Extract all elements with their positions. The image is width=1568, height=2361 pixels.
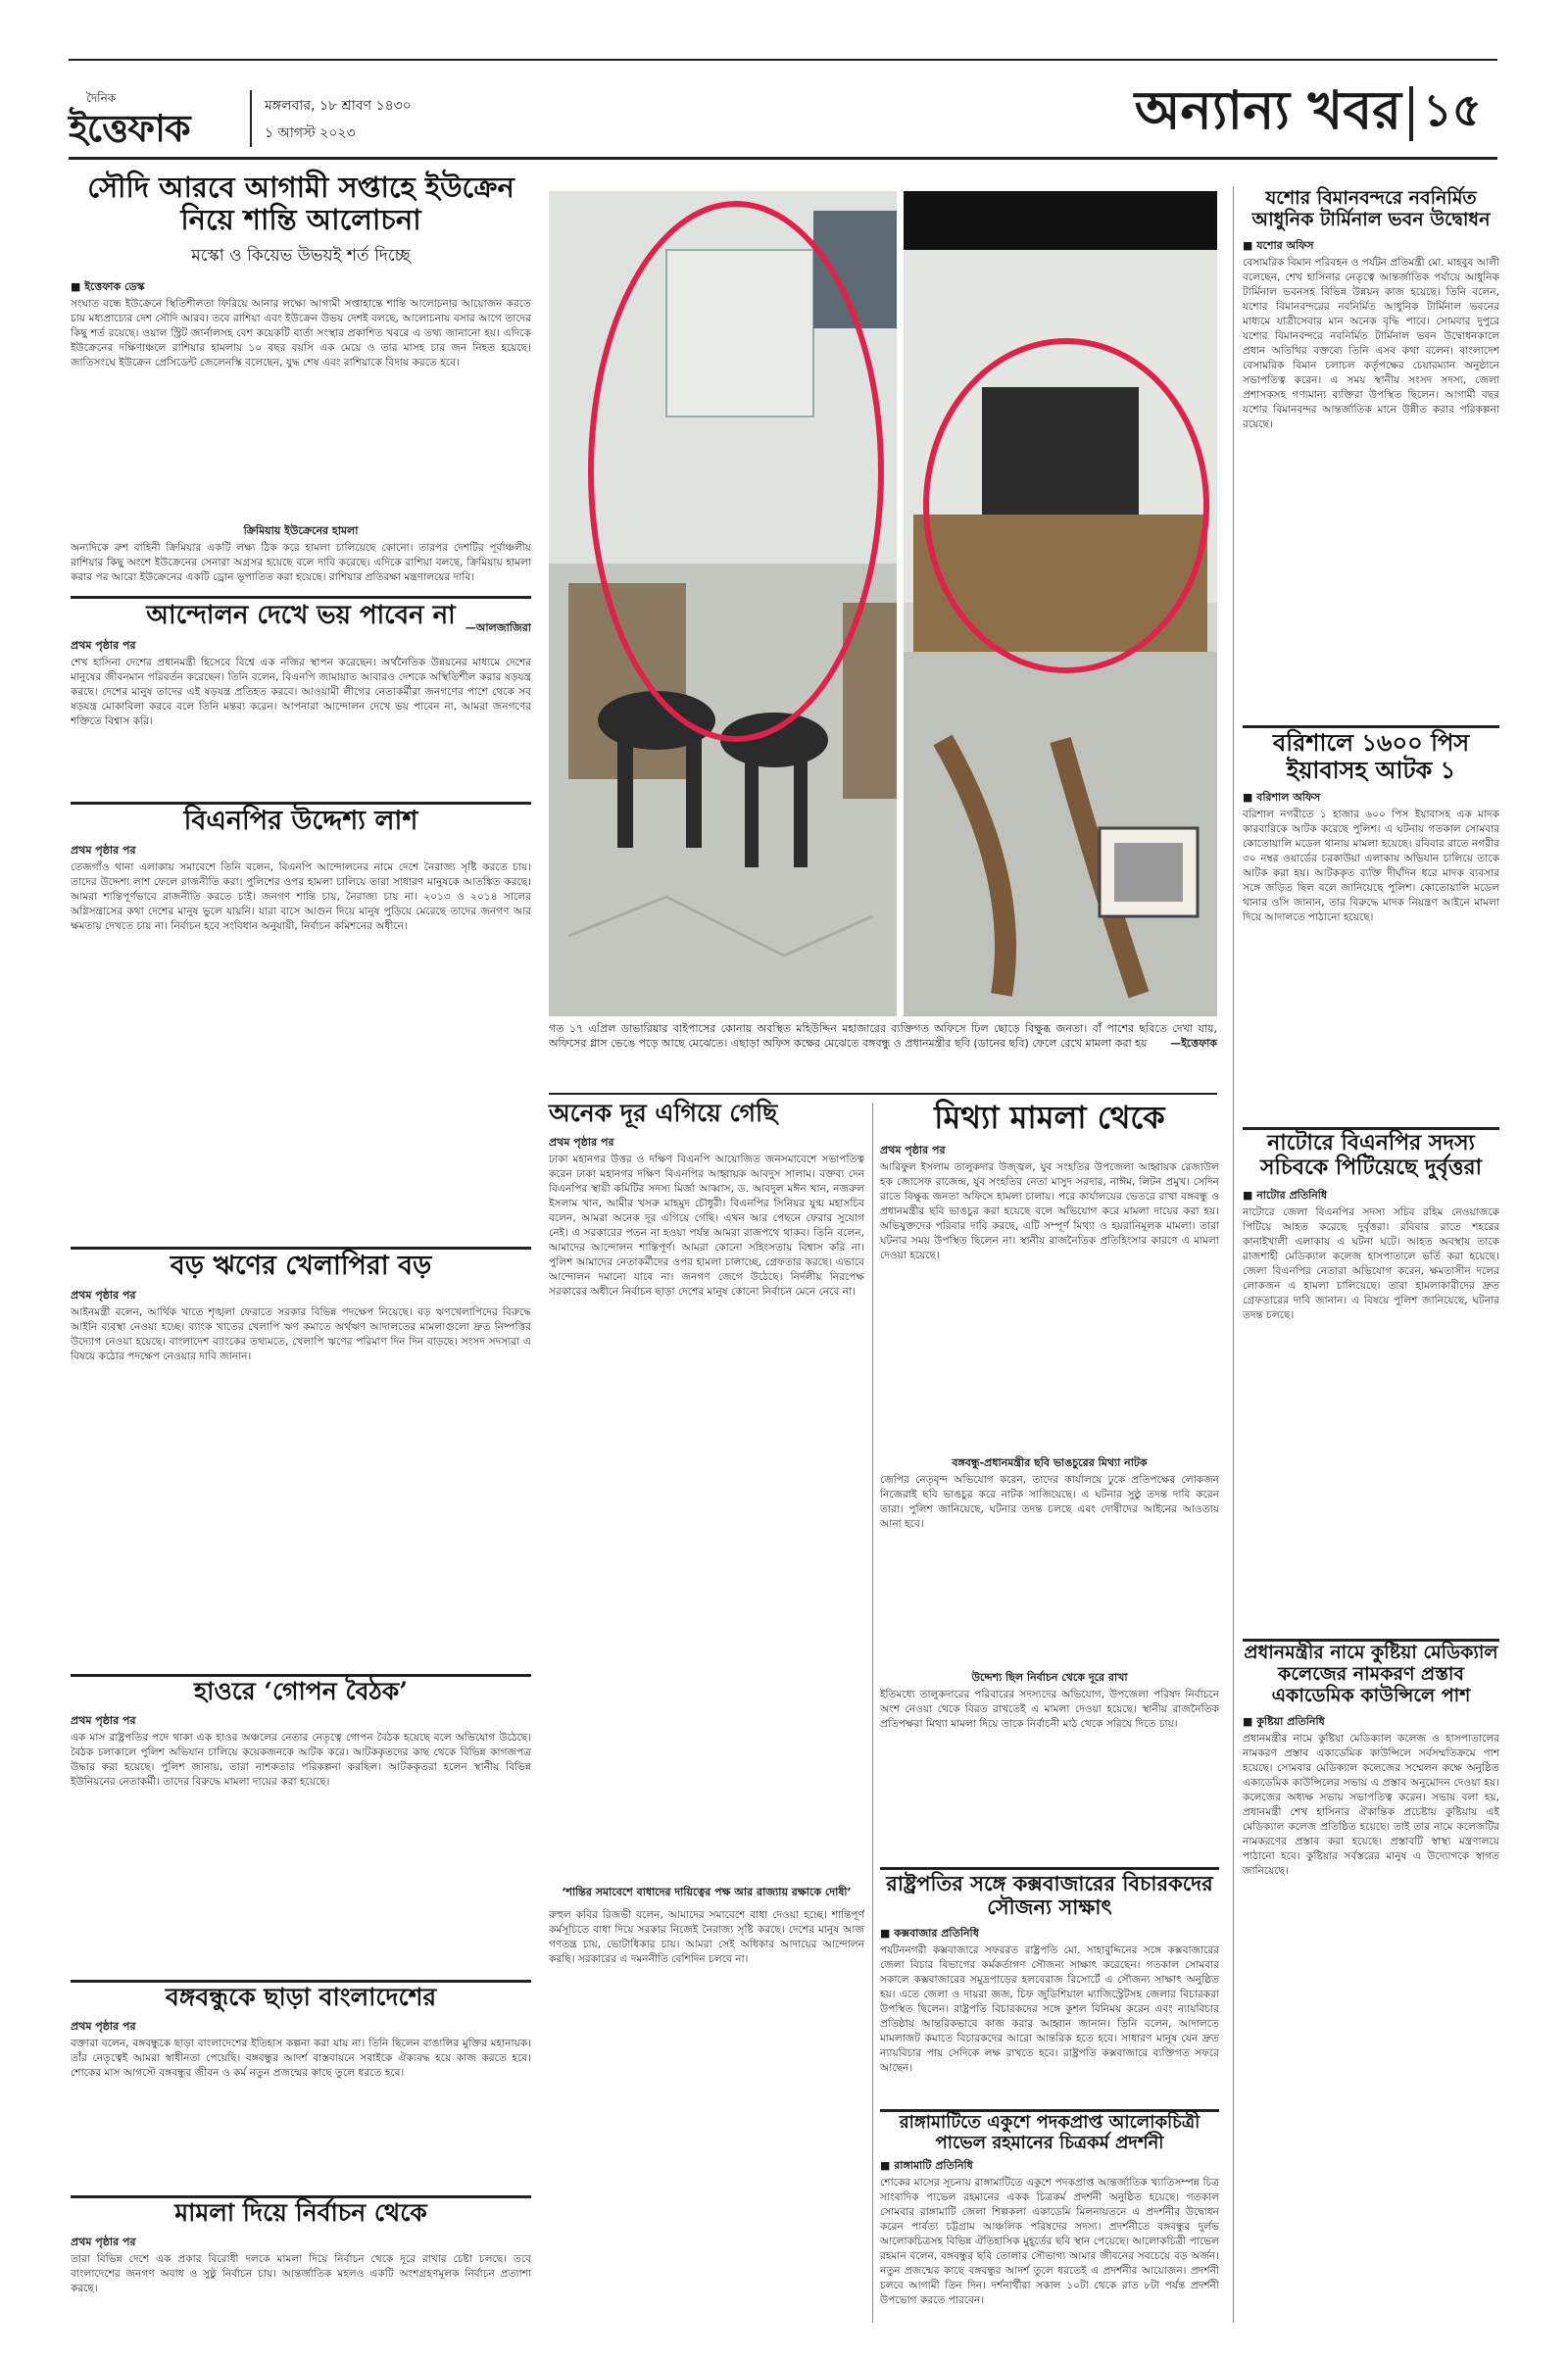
saudi-body-2: অন্যদিকে রুশ বাহিনী ক্রিমিয়ার একটি লক্ষ্য ঠিক করে হামলা চালিয়েছে কোনো। তারপর দেশটির পূর্বাঞ্চলীয় রাশিয়ার কিছু অংশে ইউক্রেনের সেনারা অগ্রসর হয়েছে বলে দাবি করেছে। এদিকে রাশিয়া বলছে, ক্রিমিয়ায় হামলা করার পর আরো ইউক্রেনের একটি ড্রোন ভূপাতিত করা হয়েছে। রাশিয়ার প্রতিরক্ষা মন্ত্রণালয়ের দাবি।	[71, 541, 531, 583]
article-kushtia	[1243, 1643, 1499, 2329]
saudi-subhead: ক্রিমিয়ায় ইউক্রেনের হামলা	[243, 523, 359, 537]
president-headline: রাষ্ট্রপতির সঙ্গে কক্সবাজারের বিচারকদের সৌজন্য সাক্ষাৎ	[886, 1871, 1213, 1920]
nirbachon-byline: প্রথম পৃষ্ঠার পর	[71, 2235, 136, 2248]
office-photo-right	[904, 191, 1217, 1016]
jessore-headline: যশোর বিমানবন্দরে নবনির্মিত আধুনিক টার্মিনাল ভবন উদ্বোধন	[1251, 187, 1491, 230]
mithya-subhead-2: উদ্দেশ্য ছিল নির্বাচন থেকে দূরে রাখা	[971, 1670, 1128, 1684]
andolon-byline: প্রথম পৃষ্ঠার পর	[71, 638, 136, 652]
article-natore	[1243, 1131, 1499, 1631]
howa-body: এক মাস রাষ্ট্রপতির পদে থাকা এক হাওর অঞ্চলের নেতার নেতৃত্বে গোপন বৈঠক হয়েছে বলে অভিযোগ উঠেছে। বৈঠক চলাকালে পুলিশ অভিযান চালিয়ে কয়েকজনকে আটক করে। আটককৃতদের কাছ থেকে বিভিন্ন কাগজপত্র উদ্ধার করা হয়েছে। পুলিশ জানায়, তারা নাশকতার পরিকল্পনা করছিল। আটককৃতরা হলেন স্থানীয় বিভিন্ন ইউনিয়নের নেতাকর্মী। তাদের বিরুদ্ধে মামলা দায়ের করা হয়েছে।	[71, 1731, 531, 1788]
natore-headline: নাটোরে বিএনপির সদস্য সচিবকে পিটিয়েছে দুর্বৃত্তরা	[1260, 1130, 1482, 1181]
rangamati-body: শোকের মাসের সূচনায় রাঙ্গামাটিতে একুশে পদকপ্রাপ্ত আন্তর্জাতিক খ্যাতিসম্পন্ন চিত্র সাংবাদিক পাভেল রহমানের একক চিত্রকর্ম প্রদর্শনী অনুষ্ঠিত হয়েছে। গতকাল সোমবার রাঙ্গামাটি জেলা শিল্পকলা একাডেমি মিলনায়তনে এ প্রদর্শনীর উদ্বোধন করেন পার্বত্য চট্টগ্রাম আঞ্চলিক পরিষদের সদস্য। প্রদর্শনীতে বঙ্গবন্ধুর দুর্লভ আলোকচিত্রসহ বিভিন্ন ঐতিহাসিক মুহূর্তের ছবি স্থান পেয়েছে। আলোকচিত্রী পাভেল রহমান বলেন, বঙ্গবন্ধুর ছবি তোলার সৌভাগ্য আমার জীবনের সবচেয়ে বড় অর্জন। নতুন প্রজন্মের কাছে বঙ্গবন্ধুর আদর্শ তুলে ধরতেই এ প্রদর্শনীর আয়োজন। প্রদর্শনী চলবে আগামী তিন দিন। দর্শনার্থীরা সকাল ১০টা থেকে রাত ৮টা পর্যন্ত প্রদর্শনী উপভোগ করতে পারবেন।	[880, 2177, 1219, 2307]
page-number: ১৫	[1423, 83, 1482, 136]
rule-andolon	[71, 596, 531, 599]
onek-body: ঢাকা মহানগর উত্তর ও দক্ষিণ বিএনপি আয়োজিত জনসমাবেশে সভাপতিত্ব করেন ঢাকা মহানগর দক্ষিণ বিএনপির আহ্বায়ক আবদুস সালাম। বক্তব্য দেন বিএনপির স্থায়ী কমিটির সদস্য মির্জা আব্বাস, ড. আবদুল মঈন খান, নজরুল ইসলাম খান, আমীর খসরু মাহমুদ চৌধুরী। বিএনপির সিনিয়র যুগ্ম মহাসচিব বলেন, আমরা অনেক দূর এগিয়ে গেছি। এখন আর পেছনে ফেরার সুযোগ নেই। এ সরকারের পতন না হওয়া পর্যন্ত আমরা রাজপথে থাকব। তিনি বলেন, আমাদের আন্দোলন শান্তিপূর্ণ। আমরা কোনো সহিংসতায় বিশ্বাস করি না। পুলিশ আমাদের নেতাকর্মীদের ওপর হামলা চালাচ্ছে, গ্রেফতার করছে। এভাবে আন্দোলন দমানো যাবে না। জনগণ জেগে উঠেছে। নির্দলীয় নিরপেক্ষ সরকারের অধীনে নির্বাচন ছাড়া দেশের মানুষ কোনো নির্বাচন মেনে নেবে না।	[549, 1153, 864, 1298]
article-bangabandhu	[71, 1984, 531, 2189]
office-photo-left	[549, 191, 897, 1016]
mithya-headline: মিথ্যা মামলা থেকে	[934, 1099, 1165, 1136]
newspaper-logo	[69, 90, 196, 149]
saudi-body: সংঘাত বন্ধে ইউক্রেনে স্থিতিশীলতা ফিরিয়ে আনার লক্ষ্যে আগামী সপ্তাহান্তে শান্তি আলোচনার আয়োজন করতে চায় মধ্যপ্রাচ্যের দেশ সৌদি আরব। তবে রাশিয়া এবং ইউক্রেন উভয় দেশই বলছে, আলোচনায় বসার আগে তাদের কিছু শর্ত রয়েছে। ওয়াল স্ট্রিট জার্নালসহ বেশ কয়েকটি বার্তা সংস্থার প্রকাশিত খবরে এ তথ্য জানানো হয়। এদিকে ইউক্রেনের দক্ষিণাঞ্চলে রাশিয়ার হামলায় ১০ বছর বয়সি এক মেয়ে ও তার মাসহ চার জন নিহত হয়েছে। জাতিসংঘে ইউক্রেন প্রেসিডেন্ট জেলেনস্কি বলেছেন, যুদ্ধ শেষ এবং রাশিয়াকে বিদায় করতে হবে।	[71, 297, 531, 369]
photo-caption	[549, 1021, 1217, 1088]
nirbachon-headline: মামলা দিয়ে নির্বাচন থেকে	[174, 2198, 427, 2227]
barishal-byline: ■ বরিশাল অফিস	[1243, 791, 1321, 805]
bnp-body: তেজগাঁও থানা এলাকায় সমাবেশে তিনি বলেন, বিএনপি আন্দোলনের নামে দেশে নৈরাজ্য সৃষ্টি করতে চায়। তাদের উদ্দেশ্য লাশ ফেলে রাজনীতি করা। পুলিশের ওপর হামলা চালিয়ে তারা সাধারণ মানুষকে আতঙ্কিত করছে। আমরা শান্তিপূর্ণভাবে রাজনীতি করতে চাই। জনগণ শান্তি চায়, নৈরাজ্য চায় না। ২০১৩ ও ২০১৪ সালের অগ্নিসন্ত্রাসের কথা দেশের মানুষ ভুলে যায়নি। যারা বাসে আগুন দিয়ে মানুষ পুড়িয়ে মেরেছে তাদের জনগণ আর ক্ষমতায় দেখতে চায় না। নির্বাচন হবে সংবিধান অনুযায়ী, নির্বাচন কমিশনের অধীনে।	[71, 861, 531, 933]
rule-bnp	[71, 802, 531, 805]
bnp-headline: বিএনপির উদ্দেশ্য লাশ	[183, 806, 418, 836]
onek-byline: প্রথম পৃষ্ঠার পর	[549, 1135, 614, 1149]
nirbachon-body: তারা বিভিন্ন দেশে এক প্রকার বিরোধী দলকে মামলা দিয়ে নির্বাচন থেকে দূরে রাখার চেষ্টা চলছে। তবে বাংলাদেশের জনগণ অবাধ ও সুষ্ঠু নির্বাচন চায়। আন্তর্জাতিক মহলও একটি অংশগ্রহণমূলক নির্বাচন প্রত্যাশা করছে।	[71, 2252, 531, 2294]
article-barishal	[1243, 729, 1499, 1121]
logo-small-text: দৈনিক	[86, 91, 117, 105]
onek-body-2: রুহুল কবির রিজভী বলেন, আমাদের সমাবেশে বাধা দেওয়া হচ্ছে। শান্তিপূর্ণ কর্মসূচিতে বাধা দিয়ে সরকার নিজেই নৈরাজ্য সৃষ্টি করছে। দেশের মানুষ আজ গণতন্ত্র চায়, ভোটাধিকার চায়। আমরা সেই অধিকার আদায়ের আন্দোলন করছি। সরকারের এ দমননীতি বেশিদিন চলবে না।	[549, 1908, 864, 1965]
rule-loan	[71, 1247, 531, 1250]
president-body: পর্যটননগরী কক্সবাজারে সফররত রাষ্ট্রপতি মো. সাহাবুদ্দিনের সঙ্গে কক্সবাজারের জেলা বিচার বিভাগের কর্মকর্তাগণ সৌজন্য সাক্ষাৎ করেছেন। গতকাল সোমবার সকালে কক্সবাজারের সমুদ্রপাড়ের হলবেরাজ রিসোর্টে এ সৌজন্য সাক্ষাৎ অনুষ্ঠিত হয়। এতে জেলা ও দায়রা জজ, চিফ জুডিশিয়াল ম্যাজিস্ট্রেটসহ জেলার বিচারকরা উপস্থিত ছিলেন। রাষ্ট্রপতি বিচারকদের সঙ্গে কুশল বিনিময় করেন এবং ন্যায়বিচার প্রতিষ্ঠায় আন্তরিকভাবে কাজ করার আহ্বান জানান। তিনি বলেন, আদালতে মামলাজট কমাতে বিচারকদের আরো আন্তরিক হতে হবে। সাধারণ মানুষ যেন দ্রুত ন্যায়বিচার পায় সেদিকে লক্ষ রাখতে হবে। রাষ্ট্রপতি কক্সবাজারে ব্যক্তিগত সফরে আছেন।	[880, 1944, 1219, 2075]
bangabandhu-body: বক্তারা বলেন, বঙ্গবন্ধুকে ছাড়া বাংলাদেশের ইতিহাস কল্পনা করা যায় না। তিনি ছিলেন বাঙালির মুক্তির মহানায়ক। তাঁর নেতৃত্বেই আমরা স্বাধীনতা পেয়েছি। বঙ্গবন্ধুর আদর্শ বাস্তবায়নে সবাইকে ঐক্যবদ্ধ হয়ে কাজ করতে হবে। শোকের মাস আগস্টে বঙ্গবন্ধুর জীবন ও কর্ম নতুন প্রজন্মের কাছে তুলে ধরতে হবে।	[71, 2037, 531, 2079]
article-saudi	[71, 172, 531, 652]
article-loan	[71, 1251, 531, 1662]
article-nirbachon	[71, 2199, 531, 2327]
andolon-body: শেখ হাসিনা দেশের প্রধানমন্ত্রী হিসেবে বিশ্বে এক নজির স্থাপন করেছেন। অর্থনৈতিক উন্নয়নের মাধ্যমে দেশের মানুষের জীবনমান পরিবর্তন করেছেন। তিনি বলেন, বিএনপি জামায়াত আবারও দেশকে অস্থিতিশীল করার ষড়যন্ত্র করছে। দেশের মানুষ তাদের এই ষড়যন্ত্র প্রতিহত করবে। আওয়ামী লীগের নেতাকর্মীরা জনগণের পাশে থেকে সব ষড়যন্ত্র মোকাবিলা করবে বলে তিনি মন্তব্য করেন। আপনারা আন্দোলন দেখে ভয় পাবেন না, আমরা জনগণের শক্তিতে বিশ্বাস করি।	[71, 656, 531, 727]
right-column-divider	[1233, 186, 1234, 2323]
mithya-body: আরিফুল ইসলাম তালুকদার উজ্জ্বল, যুব সংহতির উপজেলা আহ্বায়ক রেজাউল হক জোসেফ রাজেন্দ্র, যুব সংহতির নেতা মাসুদ সরদার, নাঈম, লিটন প্রমুখ। সেদিন রাতে বিক্ষুব্ধ জনতা অফিসে হামলা চালায়। পরে কার্যালয়ের ভেতরে রাখা বঙ্গবন্ধু ও প্রধানমন্ত্রীর ছবি ভাঙচুর করা হয়েছে বলে অভিযোগ করে মামলা দায়ের করা হয়। অভিযুক্তদের পরিবার দাবি করছে, এটি সম্পূর্ণ মিথ্যা ও হয়রানিমূলক মামলা। তারা ঘটনার সময় উপস্থিত ছিলেন না। স্থানীয় রাজনৈতিক প্রতিহিংসার কারণে এ মামলা দেওয়া হয়েছে।	[880, 1160, 1219, 1261]
kushtia-body: প্রধানমন্ত্রীর নামে কুষ্টিয়া মেডিক্যাল কলেজ ও হাসপাতালের নামকরণ প্রস্তাব একাডেমিক কাউন্সিলে সর্বসম্মতিক্রমে পাশ হয়েছে। সোমবার মেডিক্যাল কলেজের সম্মেলন কক্ষে অনুষ্ঠিত একাডেমিক কাউন্সিলের সভায় এ প্রস্তাব অনুমোদন দেওয়া হয়। কলেজের অধ্যক্ষ সভায় সভাপতিত্ব করেন। সভায় বলা হয়, প্রধানমন্ত্রী শেখ হাসিনার ঐকান্তিক প্রচেষ্টায় কুষ্টিয়ায় এই মেডিক্যাল কলেজ প্রতিষ্ঠিত হয়েছে। তাই তার নামে কলেজটির নামকরণের প্রস্তাব করা হয়েছে। প্রস্তাবটি স্বাস্থ্য মন্ত্রণালয়ে পাঠানো হবে। কুষ্টিয়ার সর্বস্তরের মানুষ এ উদ্যোগকে স্বাগত জানিয়েছে।	[1243, 1732, 1499, 1877]
article-bnp	[71, 806, 531, 1237]
masthead-divider	[250, 90, 252, 147]
article-rangamati	[880, 2113, 1219, 2327]
masthead-rule	[69, 157, 1497, 160]
barishal-body: বরিশাল নগরীতে ১ হাজার ৬০০ পিস ইয়াবাসহ এক মাদক কারবারিকে আটক করেছে পুলিশ। এ ঘটনায় গতকাল সোমবার কোতোয়ালি মডেল থানায় মামলা হয়েছে। রবিবার রাতে নগরীর ৩০ নম্বর ওয়ার্ডের চরকাউয়া এলাকায় অভিযান চালিয়ে তাকে আটক করা হয়। আটককৃত ব্যক্তি দীর্ঘদিন ধরে মাদক ব্যবসার সঙ্গে জড়িত ছিল বলে জানিয়েছে পুলিশ। কোতোয়ালি মডেল থানার ওসি জানান, তার বিরুদ্ধে মাদক নিয়ন্ত্রণ আইনে মামলা দিয়ে আদালতে পাঠানো হয়েছে।	[1243, 809, 1499, 924]
section-title: অন্যান্য খবর	[1134, 78, 1401, 141]
barishal-headline: বরিশালে ১৬০০ পিস ইয়াবাসহ আটক ১	[1272, 728, 1470, 784]
article-mithya	[880, 1100, 1219, 1864]
rangamati-headline: রাঙ্গামাটিতে একুশে পদকপ্রাপ্ত আলোকচিত্রী পাভেল রহমানের চিত্রকর্ম প্রদর্শনী	[899, 2112, 1200, 2153]
natore-body: নাটোরে জেলা বিএনপির সদস্য সচিব রহিম নেওয়াজকে পিটিয়ে আহত করেছে দুর্বৃত্তরা। রবিবার রাতে শহরের কানাইখালী এলাকায় এ ঘটনা ঘটে। আহত অবস্থায় তাকে রাজশাহী মেডিক্যাল কলেজ হাসপাতালে ভর্তি করা হয়েছে। জেলা বিএনপির নেতারা অভিযোগ করেন, ক্ষমতাসীন দলের লোকজন এ হামলা চালিয়েছে। তারা হামলাকারীদের দ্রুত গ্রেফতারের দাবি জানান। এ বিষয়ে পুলিশ জানিয়েছে, ঘটনার তদন্ত চলছে।	[1243, 1205, 1499, 1321]
article-andolon	[71, 602, 531, 798]
saudi-headline: সৌদি আরবে আগামী সপ্তাহে ইউক্রেন নিয়ে শান্তি আলোচনা	[87, 171, 514, 237]
article-onek	[549, 1100, 864, 2325]
rule-under-photo	[549, 1093, 1217, 1095]
onek-subhead: ‘শান্তির সমাবেশে বাধাদের দায়িত্বের পক্ষ আর রাজ্যায় রক্ষাকে দোষী’	[562, 1885, 852, 1898]
mithya-byline: প্রথম পৃষ্ঠার পর	[880, 1143, 946, 1156]
howa-byline: প্রথম পৃষ্ঠার পর	[71, 1713, 136, 1727]
photo-caption-text: গত ১৭ এপ্রিল ডাভারিয়ার বাইপাসের কোনায় অবস্থিত মহিউদ্দিন মহাজারের ব্যক্তিগত অফিসে ঢিল ছোড়ে বিক্ষুব্ধ জনতা। বাঁ পাশের ছবিতে দেখা যায়, অফিসের গ্লাস ভেঙে পড়ে আছে মেঝেতে। এছাড়া অফিস কক্ষের মেঝেতে বঙ্গবন্ধু ও প্রধানমন্ত্রীর ছবি (ডানের ছবি) ফেলে রেখে মামলা করা হয়	[549, 1022, 1217, 1050]
rangamati-byline: ■ রাঙ্গামাটি প্রতিনিধি	[880, 2159, 973, 2173]
top-rule	[69, 59, 1497, 61]
howa-headline: হাওরে ‘গোপন বৈঠক’	[194, 1677, 408, 1705]
loan-body: আইনমন্ত্রী বলেন, আর্থিক খাতে শৃঙ্খলা ফেরাতে সরকার বিভিন্ন পদক্ষেপ নিয়েছে। বড় ঋণখেলাপিদের বিরুদ্ধে আইনি ব্যবস্থা নেওয়া হচ্ছে। ব্যাংক খাতের খেলাপি ঋণ কমাতে অর্থঋণ আদালতের মামলাগুলো দ্রুত নিষ্পত্তির উদ্যোগ নেওয়া হয়েছে। বাংলাদেশ ব্যাংকের তথ্যমতে, খেলাপি ঋণের পরিমাণ দিন দিন বাড়ছে। সংসদ সদস্যরা এ বিষয়ে কঠোর পদক্ষেপ নেওয়ার দাবি জানান।	[71, 1306, 531, 1363]
mithya-subhead: বঙ্গবন্ধু-প্রধানমন্ত্রীর ছবি ভাঙচুরের মিথ্যা নাটক	[952, 1455, 1148, 1469]
mithya-body-2: জেপির নেতৃবৃন্দ অভিযোগ করেন, তাদের কার্যালয়ে ঢুকে প্রতিপক্ষের লোকজন নিজেরাই ছবি ভাঙচুর করে নাটক সাজিয়েছে। এ ঘটনার সুষ্ঠু তদন্ত দাবি করেন তারা। পুলিশ জানিয়েছে, ঘটনার তদন্ত চলছে এবং দোষীদের আইনের আওতায় আনা হবে।	[880, 1473, 1219, 1530]
article-howa	[71, 1678, 531, 1972]
saudi-credit: —আলজাজিরা	[465, 620, 531, 634]
bangabandhu-headline: বঙ্গবন্ধুকে ছাড়া বাংলাদেশের	[165, 1983, 437, 2011]
page-number-divider	[1409, 86, 1413, 141]
bangabandhu-byline: প্রথম পৃষ্ঠার পর	[71, 2019, 136, 2033]
mithya-body-3: ইতিমধ্যে তালুকদারের পরিবারের সদস্যদের অভিযোগ, উপজেলা পরিষদ নির্বাচনে অংশ নেওয়া থেকে বিরত রাখতেই এ মামলা দেওয়া হয়েছে। স্থানীয় রাজনৈতিক প্রতিপক্ষরা মিথ্যা মামলা দিয়ে তাকে নির্বাচনী মাঠ থেকে সরিয়ে দিতে চায়।	[880, 1688, 1219, 1730]
jessore-byline: ■ যশোর অফিস	[1243, 238, 1314, 252]
highlight-circle-right	[923, 338, 1209, 673]
date-line-2: ১ আগস্ট ২০২৩	[265, 125, 356, 141]
kushtia-byline: ■ কুষ্টিয়া প্রতিনিধি	[1243, 1714, 1325, 1728]
president-byline: ■ কক্সবাজার প্রতিনিধি	[880, 1927, 979, 1941]
loan-byline: প্রথম পৃষ্ঠার পর	[71, 1289, 136, 1303]
article-president	[880, 1872, 1219, 2107]
andolon-headline: আন্দোলন দেখে ভয় পাবেন না	[146, 601, 456, 630]
rule-president	[880, 1867, 1219, 1870]
highlight-circle-left	[588, 201, 884, 742]
photo-credit: —ইত্তেফাক	[1170, 1037, 1217, 1050]
loan-headline: বড় ঋণের খেলাপিরা বড়	[170, 1251, 432, 1281]
saudi-strap: মস্কো ও কিয়েভ উভয়ই শর্ত দিচ্ছে	[191, 245, 411, 266]
date-line-1: মঙ্গলবার, ১৮ শ্রাবণ ১৪৩০	[265, 98, 412, 114]
onek-headline: অনেক দূর এগিয়ে গেছি	[549, 1099, 778, 1127]
saudi-byline: ■ ইত্তেফাক ডেস্ক	[71, 279, 145, 293]
article-jessore	[1243, 188, 1499, 717]
kushtia-headline: প্রধানমন্ত্রীর নামে কুষ্টিয়া মেডিক্যাল কলেজের নামকরণ প্রস্তাব একাডেমিক কাউন্সিলে পাশ	[1244, 1642, 1498, 1706]
jessore-body: বেসামরিক বিমান পরিবহন ও পর্যটন প্রতিমন্ত্রী মো. মাহবুব আলী বলেছেন, শেখ হাসিনার নেতৃত্বে আন্তর্জাতিক পর্যায়ে আধুনিক টার্মিনাল ভবনসহ বিভিন্ন উন্নয়ন কাজ হয়েছে। তিনি বলেন, যশোর বিমানবন্দরের নবনির্মিত আধুনিক টার্মিনাল ভবনের মাধ্যমে যাত্রীসেবার মান অনেক বৃদ্ধি পাবে। সোমবার দুপুরে যশোর বিমানবন্দরে নবনির্মিত টার্মিনাল ভবন উদ্বোধনকালে প্রধান অতিথির বক্তব্যে তিনি এসব কথা বলেন। বাংলাদেশ বেসামরিক বিমান চলাচল কর্তৃপক্ষের চেয়ারম্যান অনুষ্ঠানে সভাপতিত্ব করেন। এ সময় স্থানীয় সংসদ সদস্য, জেলা প্রশাসকসহ গণ্যমান্য ব্যক্তিরা উপস্থিত ছিলেন। আগামী বছর যশোর বিমানবন্দর আন্তর্জাতিক মানে উন্নীত করার পরিকল্পনা রয়েছে।	[1243, 256, 1499, 430]
logo-big-text: ইত্তেফাক	[69, 106, 190, 150]
bnp-byline: প্রথম পৃষ্ঠার পর	[71, 844, 136, 858]
natore-byline: ■ নাটোর প্রতিনিধি	[1243, 1188, 1328, 1202]
center-column-divider	[872, 1103, 873, 2323]
